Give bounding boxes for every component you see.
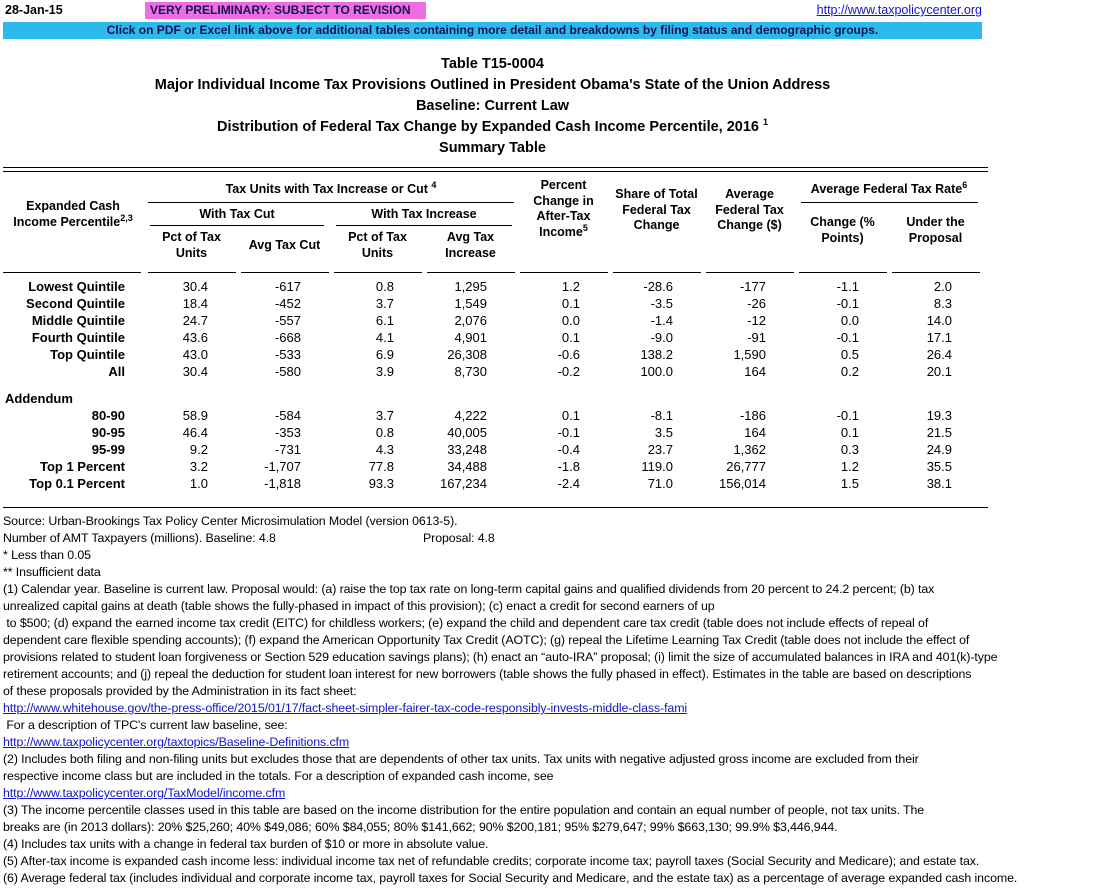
footnote-line: ** Insufficient data xyxy=(3,565,101,579)
group-header-increase-or-cut: Tax Units with Tax Increase or Cut $^4$ xyxy=(225,179,437,196)
table-row xyxy=(3,295,982,312)
footnote-line: * Less than 0.05 xyxy=(3,548,91,562)
col-header-pct-tax-units-cut: Pct of Tax Units xyxy=(162,230,221,260)
cell-value: 46.4 xyxy=(182,425,208,440)
title-distribution: Distribution of Federal Tax Change by Expanded Cash Income Percentile, 2016 $^1$ xyxy=(216,117,769,135)
cell-value: 4,222 xyxy=(454,408,487,423)
cell-value: -28.6 xyxy=(643,279,673,294)
table-title-block xyxy=(3,54,982,159)
preliminary-banner: VERY PRELIMINARY: SUBJECT TO REVISION xyxy=(145,2,426,19)
cell-value: 17.1 xyxy=(926,330,952,345)
cell-value: -91 xyxy=(747,330,766,345)
table-row xyxy=(3,329,982,346)
footnote-link[interactable]: http://www.whitehouse.gov/the-press-office/2015/01/17/fact-sheet-simpler-fairer-tax-code-responsibly-invests-middle-class-fami xyxy=(3,701,688,715)
table-row xyxy=(3,424,982,441)
cell-value: -557 xyxy=(274,313,301,328)
addendum-label: Addendum xyxy=(5,391,73,406)
cell-value: 24.9 xyxy=(926,442,952,457)
cell-value: 18.4 xyxy=(182,296,208,311)
cell-value: 26.4 xyxy=(926,347,952,362)
title-table-number: Table T15-0004 xyxy=(441,56,544,72)
cell-value: 0.1 xyxy=(561,330,580,345)
cell-value: 33,248 xyxy=(447,442,487,457)
cell-value: 156,014 xyxy=(719,476,766,491)
cell-value: 100.0 xyxy=(640,364,673,379)
cell-value: -0.4 xyxy=(557,442,580,457)
group-rule xyxy=(801,202,978,203)
footnote-line: (5) After-tax income is expanded cash income less: individual income tax net of refundable credits; corporate income tax; payroll taxes (Social Security and Medicare); and estate tax. xyxy=(3,854,980,868)
cell-value: 6.9 xyxy=(375,347,394,362)
footnote-link[interactable]: http://www.taxpolicycenter.org/TaxModel/income.cfm xyxy=(3,786,286,800)
column-rule xyxy=(334,272,422,273)
row-label: Lowest Quintile xyxy=(28,279,125,294)
cell-value: 30.4 xyxy=(182,279,208,294)
cell-value: -0.1 xyxy=(557,425,580,440)
row-label: All xyxy=(108,364,125,379)
cell-value: 6.1 xyxy=(375,313,394,328)
footnote-line: (3) The income percentile classes used in this table are based on the income distribution for the entire population and contain an equal number of people, not tax units. The xyxy=(3,803,925,817)
col-header-rate-under-proposal: Under the Proposal xyxy=(906,215,965,245)
column-rule xyxy=(520,272,608,273)
cell-value: -533 xyxy=(274,347,301,362)
cell-value: 1,590 xyxy=(733,347,766,362)
col-header-pct-change-after-tax-income: Percent Change in After-Tax Income$^5$ xyxy=(533,178,594,239)
column-rule xyxy=(892,272,980,273)
cell-value: 3.9 xyxy=(375,364,394,379)
column-rule xyxy=(706,272,794,273)
footnote-line xyxy=(3,785,1100,802)
cell-value: -26 xyxy=(747,296,766,311)
table-row xyxy=(3,363,982,380)
cell-value: 138.2 xyxy=(640,347,673,362)
cell-value: 24.7 xyxy=(182,313,208,328)
cell-value: 0.1 xyxy=(561,296,580,311)
cell-value: 0.2 xyxy=(840,364,859,379)
row-label: Top 0.1 Percent xyxy=(29,476,125,491)
cell-value: 1.5 xyxy=(840,476,859,491)
cell-value: 167,234 xyxy=(440,476,487,491)
table-row xyxy=(3,278,982,295)
spacer-row xyxy=(3,380,982,390)
cell-value: -0.1 xyxy=(836,296,859,311)
cell-value: -177 xyxy=(739,279,766,294)
row-label: Fourth Quintile xyxy=(31,330,125,345)
cell-value: -584 xyxy=(274,408,301,423)
cell-value: 40,005 xyxy=(447,425,487,440)
cell-value: 1.0 xyxy=(189,476,208,491)
cell-value: -1.8 xyxy=(557,459,580,474)
cell-value: 34,488 xyxy=(447,459,487,474)
cell-value: 1,295 xyxy=(454,279,487,294)
footnote-line: respective income class but are included in the totals. For a description of expanded cash income, see xyxy=(3,769,554,783)
row-label: 80-90 xyxy=(91,408,125,423)
table-top-rule xyxy=(3,167,988,172)
cell-value: -186 xyxy=(739,408,766,423)
column-rule xyxy=(3,272,141,273)
cell-value: -8.1 xyxy=(650,408,673,423)
cell-value: 20.1 xyxy=(926,364,952,379)
table-row xyxy=(3,312,982,329)
footnote-line: dependent care flexible spending accounts); (f) expand the American Opportunity Tax Credit (AOTC); (g) repeal the Lifetime Learning Tax Credit (table does not include the effect of xyxy=(3,633,970,647)
cell-value: 0.3 xyxy=(840,442,859,457)
cell-value: 4.3 xyxy=(375,442,394,457)
row-label: 95-99 xyxy=(91,442,125,457)
cell-value: -1,707 xyxy=(264,459,301,474)
cell-value: 93.3 xyxy=(368,476,394,491)
column-rule xyxy=(613,272,701,273)
site-link[interactable]: http://www.taxpolicycenter.org xyxy=(816,3,982,17)
footnote-line: provisions related to student loan forgiveness or Section 529 education savings plans); (h) enact an “auto-IRA” proposal; (i) limit the size of accumulated balances in IRA and 401(k)-type xyxy=(3,650,998,664)
cell-value: 0.1 xyxy=(840,425,859,440)
title-main: Major Individual Income Tax Provisions Outlined in President Obama's State of the Union Address xyxy=(154,77,831,93)
cell-value: 164 xyxy=(744,425,766,440)
footnote-line: to $500; (d) expand the earned income tax credit (EITC) for childless workers; (e) expand the child and dependent care tax credit (table does not include effects of repeal of xyxy=(3,616,929,630)
table-bottom-rule xyxy=(3,507,988,508)
cell-value: -0.6 xyxy=(557,347,580,362)
cell-value: -731 xyxy=(274,442,301,457)
row-label: Top 1 Percent xyxy=(39,459,125,474)
col-header-avg-tax-cut: Avg Tax Cut xyxy=(248,238,321,252)
amt-taxpayers-line xyxy=(3,530,1100,547)
cell-value: 77.8 xyxy=(368,459,394,474)
group-header-with-tax-increase: With Tax Increase xyxy=(371,207,477,221)
cell-value: -1.1 xyxy=(836,279,859,294)
footnote-line: (4) Includes tax units with a change in federal tax burden of $10 or more in absolute value. xyxy=(3,837,489,851)
date-label: 28-Jan-15 xyxy=(5,3,63,17)
cell-value: 164 xyxy=(744,364,766,379)
cell-value: 2.0 xyxy=(933,279,952,294)
cell-value: 38.1 xyxy=(926,476,952,491)
cell-value: 58.9 xyxy=(182,408,208,423)
cell-value: 1,549 xyxy=(454,296,487,311)
cell-value: -0.1 xyxy=(836,330,859,345)
cell-value: 26,777 xyxy=(726,459,766,474)
cell-value: -9.0 xyxy=(650,330,673,345)
col-header-avg-tax-increase: Avg Tax Increase xyxy=(445,230,496,260)
footnote-line xyxy=(3,700,1100,717)
cell-value: 119.0 xyxy=(641,459,673,474)
column-rule xyxy=(148,272,236,273)
column-rule xyxy=(427,272,515,273)
cell-value: 35.5 xyxy=(926,459,952,474)
cell-value: 1.2 xyxy=(561,279,580,294)
cell-value: -0.1 xyxy=(836,408,859,423)
cell-value: 3.5 xyxy=(654,425,673,440)
col-header-rate-change-points: Change (% Points) xyxy=(810,215,875,245)
cell-value: -0.2 xyxy=(557,364,580,379)
table-row xyxy=(3,475,982,492)
group-header-avg-federal-tax-rate: Average Federal Tax Rate$^6$ xyxy=(810,179,968,196)
footnote-line: Source: Urban-Brookings Tax Policy Center Microsimulation Model (version 0613-5). xyxy=(3,514,458,528)
footnote-ref-4: 4 xyxy=(431,179,437,190)
col-header-avg-federal-tax-change: Average Federal Tax Change ($) xyxy=(715,187,784,232)
footnote-line xyxy=(3,734,1100,751)
footnote-line: (2) Includes both filing and non-filing units but excludes those that are dependents of other tax units. Tax units with negative adjusted gross income are excluded from their xyxy=(3,752,919,766)
cell-value: 4.1 xyxy=(375,330,394,345)
footnote-line: (6) Average federal tax (includes individual and corporate income tax, payroll taxes for Social Security and Medicare, and the estate tax) as a percentage of average expanded cash income. xyxy=(3,871,1018,885)
cell-value: 3.7 xyxy=(375,296,394,311)
cell-value: 0.1 xyxy=(561,408,580,423)
footnote-ref-5: 5 xyxy=(582,222,588,233)
cell-value: 1.2 xyxy=(840,459,859,474)
cell-value: 3.2 xyxy=(189,459,208,474)
footnote-ref-1: 1 xyxy=(763,117,769,128)
cell-value: -452 xyxy=(274,296,301,311)
column-rule xyxy=(241,272,329,273)
cell-value: 43.0 xyxy=(182,347,208,362)
cell-value: 26,308 xyxy=(447,347,487,362)
cell-value: 8,730 xyxy=(454,364,487,379)
cell-value: 3.7 xyxy=(375,408,394,423)
footnote-ref-6: 6 xyxy=(962,179,968,190)
amt-baseline: Number of AMT Taxpayers (millions). Baseline: 4.8 xyxy=(3,531,276,545)
cell-value: -1.4 xyxy=(650,313,673,328)
table-row xyxy=(3,346,982,363)
row-label: 90-95 xyxy=(91,425,125,440)
cell-value: -668 xyxy=(274,330,301,345)
cell-value: 8.3 xyxy=(933,296,952,311)
cell-value: -1,818 xyxy=(264,476,301,491)
cell-value: 2,076 xyxy=(454,313,487,328)
site-link-wrap xyxy=(817,3,982,17)
col-header-pct-tax-units-increase: Pct of Tax Units xyxy=(348,230,407,260)
row-label: Top Quintile xyxy=(50,347,125,362)
footnote-line: (1) Calendar year. Baseline is current law. Proposal would: (a) raise the top tax rate on long-term capital gains and qualified dividends from 20 percent to 24.2 percent; (b) tax xyxy=(3,582,935,596)
cell-value: 43.6 xyxy=(182,330,208,345)
footnote-ref-2-3: 2,3 xyxy=(120,212,133,223)
row-label: Middle Quintile xyxy=(31,313,125,328)
group-rule xyxy=(148,202,514,203)
cell-value: -353 xyxy=(274,425,301,440)
footnote-line: retirement accounts; and (j) repeal the deduction for student loan interest for new borrowers (table shows the fully phased in effect). Estimates in the table are based on descriptions xyxy=(3,667,972,681)
cell-value: 4,901 xyxy=(454,330,487,345)
cell-value: 30.4 xyxy=(182,364,208,379)
cell-value: -3.5 xyxy=(650,296,673,311)
cell-value: 9.2 xyxy=(189,442,208,457)
cell-value: -2.4 xyxy=(557,476,580,491)
cell-value: 0.8 xyxy=(375,425,394,440)
notice-bar: Click on PDF or Excel link above for additional tables containing more detail and breakdowns by filing status and demographic groups. xyxy=(3,22,982,39)
footnote-line: breaks are (in 2013 dollars): 20% $25,260; 40% $49,086; 60% $84,055; 80% $141,662; 90% $200,181; 95% $279,647; 99% $663,130; 99.9% $3,446,944. xyxy=(3,820,838,834)
footnote-line: For a description of TPC's current law baseline, see: xyxy=(3,718,288,732)
row-label: Second Quintile xyxy=(26,296,125,311)
footnote-line: of these proposals provided by the Administration in its fact sheet: xyxy=(3,684,357,698)
cell-value: 14.0 xyxy=(926,313,952,328)
col-header-share-of-total: Share of Total Federal Tax Change xyxy=(615,187,698,232)
top-banner-row xyxy=(3,2,982,20)
group-rule xyxy=(150,225,324,226)
footnotes xyxy=(3,513,1100,887)
amt-proposal: Proposal: 4.8 xyxy=(423,531,495,545)
footnote-link[interactable]: http://www.taxpolicycenter.org/taxtopics/Baseline-Definitions.cfm xyxy=(3,735,350,749)
cell-value: 0.5 xyxy=(840,347,859,362)
cell-value: 23.7 xyxy=(647,442,673,457)
title-baseline: Baseline: Current Law xyxy=(415,98,570,114)
table-header xyxy=(3,175,988,275)
table-row xyxy=(3,407,982,424)
addendum-label-row xyxy=(3,390,982,407)
cell-value: -617 xyxy=(274,279,301,294)
footnote-line: unrealized capital gains at death (table shows the fully-phased in impact of this provision); (c) enact a credit for second earners of up xyxy=(3,599,715,613)
table-row xyxy=(3,458,982,475)
cell-value: 0.8 xyxy=(375,279,394,294)
cell-value: -580 xyxy=(274,364,301,379)
cell-value: 0.0 xyxy=(561,313,580,328)
group-rule xyxy=(336,225,512,226)
cell-value: 71.0 xyxy=(647,476,673,491)
cell-value: 21.5 xyxy=(926,425,952,440)
group-header-with-tax-cut: With Tax Cut xyxy=(199,207,275,221)
cell-value: 0.0 xyxy=(840,313,859,328)
table-row xyxy=(3,441,982,458)
cell-value: 1,362 xyxy=(733,442,766,457)
stub-header: Expanded Cash Income Percentile$^{2,3}$ xyxy=(13,199,133,229)
cell-value: -12 xyxy=(747,313,766,328)
column-rule xyxy=(799,272,887,273)
title-summary: Summary Table xyxy=(439,140,546,156)
cell-value: 19.3 xyxy=(926,408,952,423)
summary-table xyxy=(3,278,982,492)
